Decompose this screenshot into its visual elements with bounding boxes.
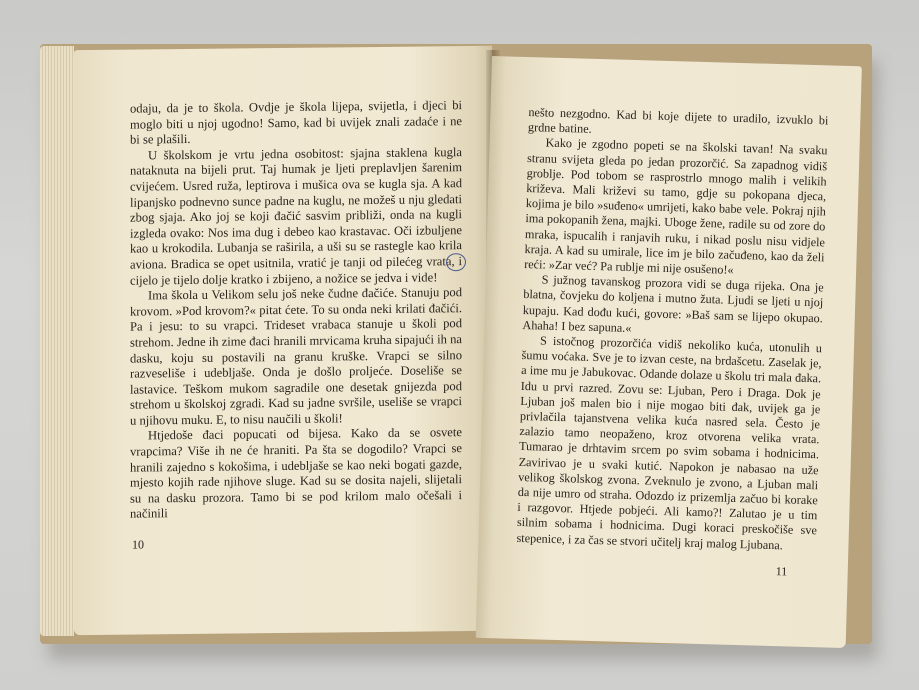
page-number-right: 11 <box>775 564 788 579</box>
left-page-text <box>130 98 462 523</box>
paragraph: Kako je zgodno popeti se na školski tavan! Na svaku stranu svijeta gleda po jedan prozorčić. Sa zapadnog vidiš groblje. Pod tobom se rasprostrlo mnogo malih i velikih križeva. Mali križevi su tamo, gdje su pokopana djeca, kojima je bilo »suđeno« umrijeti, kako babe vele. Pokraj njih ima pokopanih žena, majki. Uboge žene, radile su od zore do mraka, ispucalih i ranjavih ruku, i nikad poslu nisu vidjele kraja. A kad su umirale, lice im je bilo začuđeno, kao da želi reći: »Zar već? Pa rublje mi nije osušeno!« <box>524 135 828 277</box>
left-page <box>74 46 492 635</box>
paragraph: Htjedoše đaci popucati od bijesa. Kako da se osvete vrapcima? Više ih ne će hraniti. Pa šta se dogodilo? Vrapci se hranili zajedno s kokošima, i udebljaše se kao neki bogati gazde, mjesto kojih rade njihove sluge. Kad su se dosita najeli, slijetali su na dasku prozora. Tamo bi se pod krilom malo očešali i načinili <box>130 425 462 522</box>
paragraph: S istočnog prozorčića vidiš nekoliko kuća, utonulih u šumu voćaka. Sve je to izvan ceste, na brdašcetu. Zaselak je, a ime mu je Jabukovac. Odande dolaze u školu tri mala đaka. Idu u prvi razred. Zovu se: Ljuban, Pero i Draga. Dok je Ljuban još malen bio i nije mogao biti đak, uvijek ga je privlačila tajanstvena velika kuća nasred sela. Često je zalazio tamo neopaženo, kroz otvorena velika vrata. Tumarao je drhtavim srcem po svim sobama i hodnicima. Zavirivao je u svaki kutić. Napokon je nabasao na uže velikog školskog zvona. Zveknulo je zvono, a Ljuban mali da nije umro od straha. Odozdo iz prizemlja začuo bi korake i razgovor. Htjede pobjeći. Ali kamo?! Zalutao je u tim silnim sobama i hodnicima. Dugi koraci preskočiše sve stepenice, i za čas se stvori učitelj kraj malog Ljubana. <box>516 333 823 552</box>
page-edges <box>40 46 74 636</box>
right-page-text <box>516 105 828 554</box>
pen-circle-mark <box>446 253 466 271</box>
paragraph: S južnog tavanskog prozora vidi se duga rijeka. Ona je blatna, čovjeku do koljena i mutno žuta. Ljudi se ljeti u njoj kupaju. Kad dođu kući, govore: »Baš sam se lijepo okupao. Ahaha! I bez sapuna.« <box>522 272 824 335</box>
paragraph: U školskom je vrtu jedna osobitost: sjajna staklena kugla nataknuta na bijeli prut. Taj humak je ljeti preplavljen šarenim cvijećem. Usred ruža, leptirova i mušica ova se kugla sja. A kad lipanjsko podnevno sunce padne na kuglu, ne možeš u nju gledati zbog sjaja. Ako joj se koji đačić sasvim približi, onda na kugli izgleda ovako: Nos ima dug i debeo kao krastavac. Oči izbuljene kao u krokodila. Lubanja se raširila, a uši su se rastegle kao krila aviona. Bradica se opet usitnila, vratić je tanji od pilećeg vrata, i cijelo je tijelo dolje kratko i zbijeno, a nožice se jedva i vide! <box>130 144 462 288</box>
paragraph: Ima škola u Velikom selu još neke čudne đačiće. Stanuju pod krovom. »Pod krovom?« pitat ćete. To su onda neki krilati đačići. Pa i jesu: to su vrapci. Trideset vrabaca stanuje u školi pod strehom. Jedne ih zime đaci hranili mrvicama kruha sipajući ih na dasku, koju su postavili na granu kruške. Vrapci se silno razveseliše i udebljaše. Onda je došlo proljeće. Doseliše se lastavice. Teškom mukom sagradile one desetak gnijezda pod strehom u školskoj zgradi. Kad su jadne svršile, useliše se vrapci u njihovu muku. E, to nisu naučili u školi! <box>130 285 462 428</box>
paragraph: odaju, da je to škola. Ovdje je škola lijepa, svijetla, i djeci bi moglo biti u njoj ugodno! Samo, kad bi uvijek znali zadaće i ne bi se plašili. <box>130 98 462 147</box>
right-page <box>476 56 862 648</box>
paragraph: nešto nezgodno. Kad bi koje dijete to uradilo, izvuklo bi grdne batine. <box>527 105 829 137</box>
page-number-left: 10 <box>132 537 144 552</box>
